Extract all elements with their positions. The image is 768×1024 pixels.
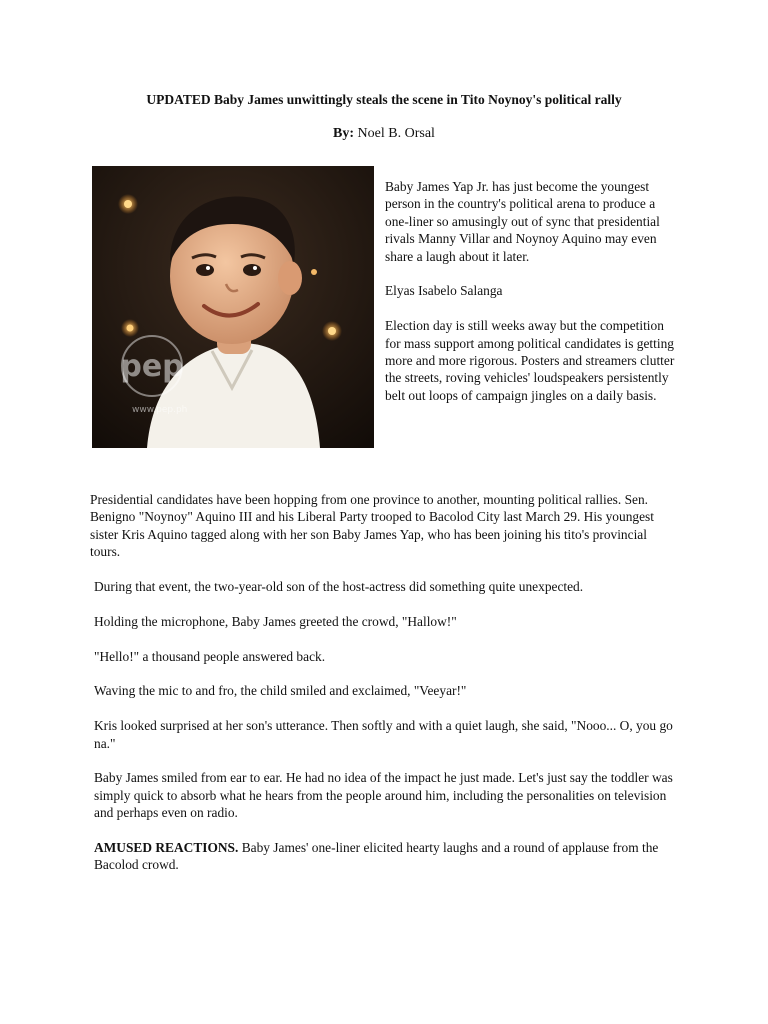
final-paragraph bbox=[90, 839, 680, 874]
body-paragraph: During that event, the two-year-old son of the host-actress did something quite unexpected. bbox=[94, 579, 584, 595]
article-photo bbox=[92, 166, 374, 448]
body-paragraph: "Hello!" a thousand people answered back. bbox=[94, 648, 326, 664]
side-paragraph: Election day is still weeks away but the competition for mass support among political candidates is getting more and more rigorous. Posters and streamers clutter the streets, roving vehicles' loudspeakers persistently belt out loops of campaign jingles on a daily basis. bbox=[385, 318, 675, 403]
body-paragraph: Baby James smiled from ear to ear. He had no idea of the impact he just made. Let's just say the toddler was simply quick to absorb what he hears from the people around him, including the personalities on television and perhaps even on radio. bbox=[94, 770, 673, 821]
final-paragraph-text: Baby James' one-liner elicited hearty laughs and a round of applause from the Bacolod crowd. bbox=[94, 840, 659, 873]
article-body bbox=[90, 491, 680, 891]
side-paragraph: Baby James Yap Jr. has just become the youngest person in the country's political arena to produce a one-liner so amusingly out of sync that presidential rivals Manny Villar and Noynoy Aquino may even share a laugh about it later. bbox=[385, 179, 660, 264]
article-title: UPDATED Baby James unwittingly steals the scene in Tito Noynoy's political rally bbox=[146, 92, 622, 107]
watermark-logo: pep bbox=[120, 349, 184, 384]
byline-label: By: bbox=[333, 126, 355, 141]
byline-author: Noel B. Orsal bbox=[354, 126, 435, 141]
byline bbox=[90, 125, 678, 143]
body-paragraph: Waving the mic to and fro, the child smiled and exclaimed, "Veeyar!" bbox=[94, 683, 467, 699]
side-text bbox=[385, 178, 681, 422]
side-paragraph: Elyas Isabelo Salanga bbox=[385, 283, 503, 299]
body-paragraph: Holding the microphone, Baby James greeted the crowd, "Hallow!" bbox=[94, 613, 457, 629]
watermark-url: www.pep.ph bbox=[132, 405, 188, 415]
body-paragraph: Presidential candidates have been hopping from one province to another, mounting political rallies. Sen. Benigno "Noynoy" Aquino III and his Liberal Party trooped to Bacolod City last March 29. His youngest sister Kris Aquino tagged along with her son Baby James Yap, who has been joining his tito's provincial tours. bbox=[90, 492, 654, 560]
body-paragraph: Kris looked surprised at her son's utterance. Then softly and with a quiet laugh, she said, "Nooo... O, you go na." bbox=[94, 718, 673, 751]
child-photo-illustration bbox=[92, 166, 374, 448]
section-lead: AMUSED REACTIONS. bbox=[94, 840, 239, 856]
